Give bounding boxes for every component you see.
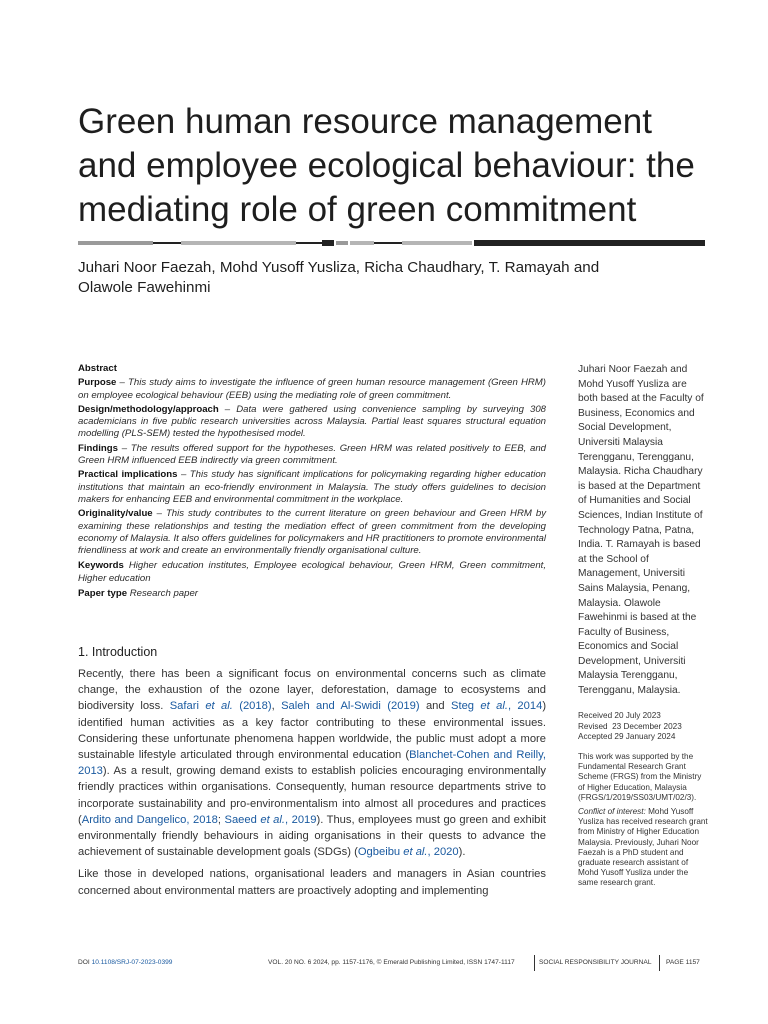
findings-label: Findings: [78, 442, 118, 454]
section-heading: 1. Introduction: [78, 645, 158, 659]
abstract-originality: Originality/value – This study contributes to the current literature on green behaviour and Green HRM by examining these relationships and testing the mediation effect of green commitment from the developing economy of Malaysia. It also offers guidelines for policymakers and HR practitioners to promote environmental friendliness at work and create an environmentally friendly organisational culture.: [78, 508, 547, 557]
citation-link[interactable]: Blanchet-Cohen and Reilly, 2013: [78, 749, 546, 778]
citation-link[interactable]: [224, 814, 316, 826]
body-text: ,: [271, 700, 282, 713]
abstract-heading: Abstract: [78, 363, 117, 374]
originality-label: Originality/value: [78, 508, 153, 520]
body-text: ;: [217, 813, 225, 826]
page-number: PAGE 1157: [666, 959, 700, 966]
citation-author: Steg: [451, 700, 481, 713]
abstract-design: Design/methodology/approach – Data were gathered using convenience sampling by surveying 308 academicians in five public research universities across Malaysia. Partial least squares structural equation modelling (PLS-SEM) tested the hypothesised model.: [78, 403, 547, 440]
doi-link[interactable]: 10.1108/SRJ-07-2023-0399: [91, 959, 173, 966]
doi-label: DOI: [78, 959, 90, 966]
volume-info: VOL. 20 NO. 6 2024, pp. 1157-1176, © Emerald Publishing Limited, ISSN 1747-1117: [268, 959, 515, 966]
citation-author: Safari: [169, 700, 206, 713]
accepted-date: Accepted 29 January 2024: [578, 732, 676, 741]
citation-link[interactable]: Saleh and Al-Swidi (2019): [281, 700, 420, 713]
footer-divider: [659, 955, 660, 971]
intro-paragraph-2: Like those in developed nations, organisational leaders and managers in Asian countries concerned about environmental matters are proactively adopting and implementing: [78, 868, 546, 897]
keywords-text: Higher education institutes, Employee ecological behaviour, Green HRM, Green commitment, Higher education: [78, 560, 547, 584]
practical-text: This study has significant implications for policymaking regarding higher education institutions that maintain an eco-friendly environment in Malaysia. The study offers guidelines to decision makers for enhancing EEB and environmental commitment in the workplace.: [78, 469, 546, 505]
abstract-findings: Findings – The results offered support for the hypotheses. Green HRM was related positively to EEB, and Green HRM influenced EEB indirectly via green commitment.: [78, 442, 546, 467]
purpose-text: This study aims to investigate the influence of green human resource management (Green HRM) on employee ecological behaviour (EEB) using the mediating role of green commitment.: [78, 377, 546, 401]
findings-text: The results offered support for the hypotheses. Green HRM was related positively to EEB, and Green HRM influenced EEB indirectly via green commitment.: [78, 442, 546, 467]
paper-type-label: Paper type: [78, 588, 128, 600]
citation-link[interactable]: [358, 846, 459, 858]
intro-paragraph-1: [78, 666, 546, 860]
author-list: Juhari Noor Faezah, Mohd Yusoff Yusliza, Richa Chaudhary, T. Ramayah and Olawole Fawehinmi: [78, 259, 600, 296]
funding-notes: [578, 752, 708, 893]
citation-link[interactable]: [170, 700, 272, 712]
journal-name: SOCIAL RESPONSIBILITY JOURNAL: [539, 959, 652, 966]
abstract-purpose: Purpose – This study aims to investigate the influence of green human resource management (Green HRM) on employee ecological behaviour (EEB) using the mediating role of green commitment.: [78, 377, 546, 401]
revised-date: Revised 23 December 2023: [578, 721, 682, 731]
citation-link[interactable]: Ardito and Dangelico, 2018: [81, 813, 218, 826]
body-text: ). Thus, employees must go green and exhibit environmentally friendly behaviours in aiding organisations in their quests to advance the achievement of sustainable development goals (SDGs) (: [78, 813, 547, 859]
abstract-paper-type: [78, 588, 546, 600]
body-text: ).: [458, 846, 466, 859]
citation-etal: et al.: [205, 700, 233, 713]
footer-divider: [534, 955, 535, 971]
citation-etal: et al.: [403, 846, 428, 859]
citation-author: Ogbeibu: [357, 846, 404, 859]
keywords-label: Keywords: [78, 560, 124, 572]
practical-label: Practical implications: [78, 469, 178, 481]
citation-link[interactable]: [451, 700, 542, 712]
paper-type-text: Research paper: [129, 588, 198, 600]
abstract-practical: Practical implications – This study has significant implications for policymaking regarding higher education institutions that maintain an eco-friendly environment in Malaysia. The study offers guidelines to decision makers for enhancing EEB and environmental commitment in the workplace.: [78, 469, 546, 505]
page-footer: [78, 955, 708, 971]
conflict-text: Mohd Yusoff Yusliza has received research grant from Ministry of Higher Education Malaysia. Previously, Juhari Noor Faezah is a PhD student and graduate research assistant of Mohd Yusoff Yusliza under the same research grant.: [578, 807, 708, 888]
paper-title: Green human resource management and employee ecological behaviour: the mediating role of green commitment: [78, 102, 695, 229]
citation-year: (2018): [232, 700, 272, 713]
design-label: Design/methodology/approach: [78, 403, 219, 415]
design-text: Data were gathered using convenience sampling by surveying 308 academicians in five public research universities across Malaysia. Partial least squares structural equation modelling (PLS-SEM) tested the hypothesised model.: [78, 403, 547, 440]
title-rule: [78, 240, 705, 246]
article-dates: [578, 711, 708, 743]
abstract: [78, 363, 546, 602]
citation-etal: et al.: [260, 813, 285, 826]
received-date: Received 20 July 2023: [578, 711, 661, 720]
citation-year: , 2014: [507, 700, 543, 713]
conflict-statement: [578, 807, 708, 889]
citation-etal: et al.: [480, 700, 508, 713]
author-affiliations: Juhari Noor Faezah and Mohd Yusoff Yusliza are both based at the Faculty of Business, Economics and Social Development, Universiti Malaysia Terengganu, Terengganu, Malaysia. Richa Chaudhary is based at the Department of Humanities and Social Sciences, Indian Institute of Technology Patna, Patna, India. T. Ramayah is based at the School of Management, Universiti Sains Malaysia, Penang, Malaysia. Olawole Fawehinmi is based at the Faculty of Business, Economics and Social Development, Universiti Malaysia Terengganu, Terengganu, Malaysia.: [578, 364, 704, 697]
purpose-label: Purpose: [78, 377, 117, 389]
body-text: Recently, there has been a significant focus on environmental concerns such as climate change, the exhaustion of the ozone layer, deforestation, damage to ecosystems and biodiversity loss.: [78, 668, 546, 713]
body-text: ). As a result, growing demand exists to establish policies encouraging environmentally friendly practices within organisations. Consequently, human resource departments strive to incorporate sustainability and pro-environmentalism into almost all procedures and practices (: [78, 765, 546, 826]
body-text: ) identified human activities as a key factor contributing to these environmental issues. Considering these unfortunate phenomena happen worldwide, the public must adopt a more sustainable lifestyle articulated through environmental education (: [78, 700, 547, 762]
citation-year: , 2020: [427, 846, 459, 859]
doi: [78, 955, 172, 971]
introduction-body: [78, 666, 546, 905]
body-text: and: [419, 700, 452, 713]
citation-year: , 2019: [285, 813, 317, 826]
conflict-label: Conflict of interest:: [578, 807, 646, 817]
abstract-keywords: [78, 560, 546, 585]
funding-statement: This work was supported by the Fundamental Research Grant Scheme (FRGS) from the Ministry of Higher Education, Malaysia (FRGS/1/2019/SS03/UMT/02/3).: [578, 752, 702, 802]
citation-author: Saeed: [224, 813, 261, 826]
originality-text: This study contributes to the current literature on green behaviour and Green HRM by examining these relationships and testing the mediation effect of green commitment from the developing economy of Malaysia. It also offers guidelines for policymakers and HR practitioners to promote environmental friendliness at work and create an environmentally friendly organisational culture.: [78, 508, 547, 557]
